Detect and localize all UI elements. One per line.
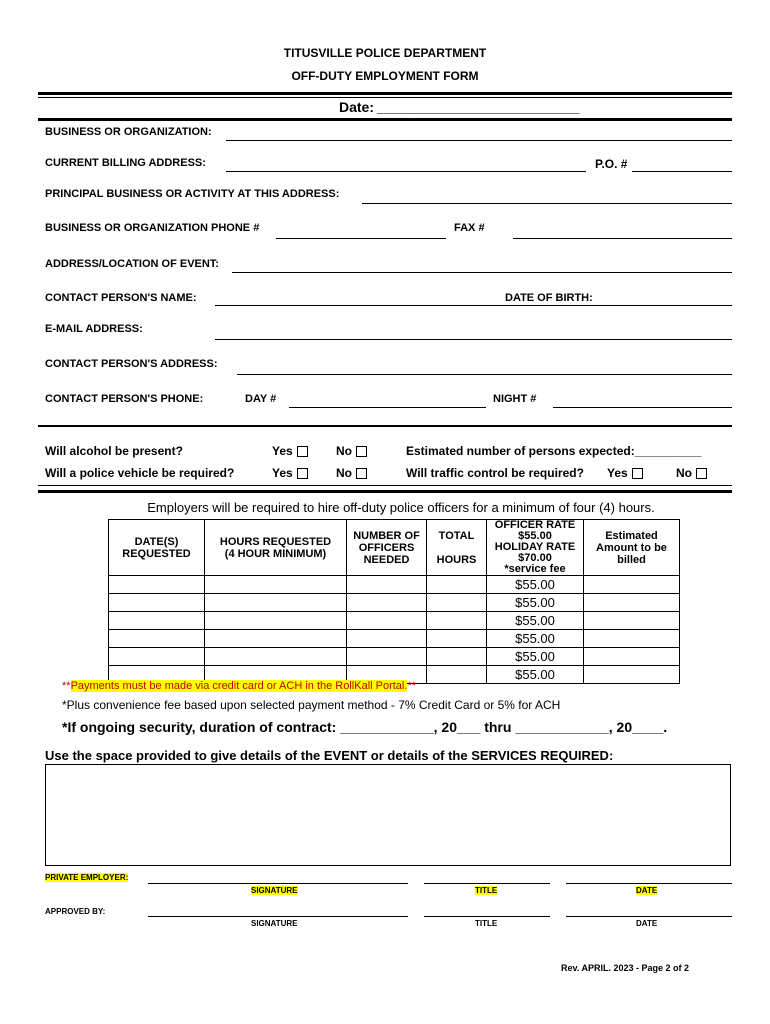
traffic-question: Will traffic control be required? <box>406 466 584 480</box>
revision-footer: Rev. APRIL. 2023 - Page 2 of 2 <box>561 963 690 973</box>
total-cell[interactable] <box>427 630 487 648</box>
dates-cell[interactable] <box>109 630 205 648</box>
alcohol-question: Will alcohol be present? <box>45 444 183 458</box>
estimate-cell[interactable] <box>584 666 680 684</box>
header-rule-thin <box>38 97 732 98</box>
traffic-yes-label: Yes <box>607 466 628 480</box>
estimate-cell[interactable] <box>584 594 680 612</box>
vehicle-no-label: No <box>336 466 352 480</box>
total-cell[interactable] <box>427 666 487 684</box>
col-officers-header: NUMBER OF OFFICERS NEEDED <box>347 520 427 576</box>
department-title: TITUSVILLE POLICE DEPARTMENT <box>283 46 487 60</box>
approver-signature-line[interactable] <box>148 916 408 917</box>
minimum-hours-note: Employers will be required to hire off-duty police officers for a minimum of four (4) hours. <box>147 500 655 515</box>
alcohol-no-checkbox[interactable] <box>356 446 367 457</box>
col-estimate-header: Estimated Amount to be billed <box>584 520 680 576</box>
persons-input[interactable]: __________ <box>634 444 702 458</box>
officers-cell[interactable] <box>347 648 427 666</box>
col-rate-header: OFFICER RATE $55.00 HOLIDAY RATE $70.00 *service fee <box>487 520 584 576</box>
hours-cell[interactable] <box>205 576 347 594</box>
convenience-fee-note: *Plus convenience fee based upon selected payment method - 7% Credit Card or 5% for ACH <box>62 698 561 712</box>
traffic-no-label: No <box>676 466 692 480</box>
approver-date-caption: DATE <box>636 919 658 928</box>
rate-cell: $55.00 <box>487 648 584 666</box>
table-header-row <box>109 520 680 576</box>
contact-address-input[interactable] <box>237 374 732 375</box>
employer-title-line[interactable] <box>424 883 550 884</box>
approver-title-line[interactable] <box>424 916 550 917</box>
questions-rule-thin <box>38 485 732 486</box>
dates-cell[interactable] <box>109 648 205 666</box>
request-table <box>108 519 680 684</box>
table-row <box>109 594 680 612</box>
contact-name-input[interactable] <box>215 305 732 306</box>
business-phone-input[interactable] <box>276 238 446 239</box>
alcohol-no[interactable] <box>336 444 367 458</box>
night-phone-input[interactable] <box>553 407 732 408</box>
date-field[interactable]: __________________________ <box>377 99 580 115</box>
date-label: Date: <box>339 99 375 115</box>
principal-business-label: PRINCIPAL BUSINESS OR ACTIVITY AT THIS ADDRESS: <box>45 188 340 200</box>
persons-label: Estimated number of persons expected: <box>406 444 635 458</box>
table-row <box>109 630 680 648</box>
rate-cell: $55.00 <box>487 612 584 630</box>
po-input[interactable] <box>632 171 732 172</box>
hours-cell[interactable] <box>205 630 347 648</box>
details-heading: Use the space provided to give details of the EVENT or details of the SERVICES REQUIRED: <box>45 748 614 763</box>
contact-name-label: CONTACT PERSON'S NAME: <box>45 292 197 304</box>
total-cell[interactable] <box>427 576 487 594</box>
principal-business-input[interactable] <box>362 203 732 204</box>
business-phone-label: BUSINESS OR ORGANIZATION PHONE # <box>45 222 260 234</box>
hours-cell[interactable] <box>205 612 347 630</box>
table-row <box>109 648 680 666</box>
email-label: E-MAIL ADDRESS: <box>45 323 143 335</box>
col-total-header: TOTAL HOURS <box>427 520 487 576</box>
event-address-label: ADDRESS/LOCATION OF EVENT: <box>45 258 219 270</box>
dates-cell[interactable] <box>109 594 205 612</box>
rate-cell: $55.00 <box>487 666 584 684</box>
rate-cell: $55.00 <box>487 594 584 612</box>
dates-cell[interactable] <box>109 612 205 630</box>
employer-date-caption: DATE <box>636 886 658 895</box>
total-cell[interactable] <box>427 612 487 630</box>
alcohol-no-label: No <box>336 444 352 458</box>
officers-cell[interactable] <box>347 594 427 612</box>
billing-address-input[interactable] <box>226 171 586 172</box>
officers-cell[interactable] <box>347 630 427 648</box>
vehicle-yes-checkbox[interactable] <box>297 468 308 479</box>
officers-cell[interactable] <box>347 576 427 594</box>
day-phone-input[interactable] <box>289 407 486 408</box>
vehicle-yes-label: Yes <box>272 466 293 480</box>
header-rule-bottom <box>38 118 732 121</box>
alcohol-yes[interactable] <box>272 444 308 458</box>
night-phone-label: NIGHT # <box>493 393 537 405</box>
employer-date-line[interactable] <box>566 883 732 884</box>
col-hours-header: HOURS REQUESTED (4 HOUR MINIMUM) <box>205 520 347 576</box>
fax-label: FAX # <box>454 222 485 234</box>
table-row <box>109 612 680 630</box>
contact-phone-label: CONTACT PERSON'S PHONE: <box>45 393 204 405</box>
po-label: P.O. # <box>595 157 628 171</box>
traffic-yes[interactable] <box>607 466 643 480</box>
contract-duration: *If ongoing security, duration of contract: ____________, 20___ thru ____________, 20____. <box>62 719 668 735</box>
hours-cell[interactable] <box>205 594 347 612</box>
billing-address-label: CURRENT BILLING ADDRESS: <box>45 157 206 169</box>
estimate-cell[interactable] <box>584 630 680 648</box>
header-rule-thick <box>38 92 732 95</box>
estimate-cell[interactable] <box>584 576 680 594</box>
payment-note <box>62 680 416 692</box>
business-input[interactable] <box>226 140 732 141</box>
approver-signature-caption: SIGNATURE <box>251 919 298 928</box>
vehicle-question: Will a police vehicle be required? <box>45 466 235 480</box>
day-phone-label: DAY # <box>245 393 277 405</box>
questions-rule-thick <box>38 490 732 493</box>
payment-note-suffix: ** <box>407 680 416 692</box>
vehicle-yes[interactable] <box>272 466 308 480</box>
business-label: BUSINESS OR ORGANIZATION: <box>45 126 212 138</box>
approver-date-line[interactable] <box>566 916 732 917</box>
fax-input[interactable] <box>513 238 732 239</box>
form-title: OFF-DUTY EMPLOYMENT FORM <box>291 69 479 83</box>
event-address-input[interactable] <box>232 272 732 273</box>
approver-title-caption: TITLE <box>475 919 498 928</box>
section-rule <box>38 425 732 427</box>
total-cell[interactable] <box>427 648 487 666</box>
total-cell[interactable] <box>427 594 487 612</box>
dob-label: DATE OF BIRTH: <box>505 292 593 304</box>
officers-cell[interactable] <box>347 612 427 630</box>
hours-cell[interactable] <box>205 648 347 666</box>
traffic-no[interactable] <box>676 466 707 480</box>
payment-note-prefix: ** <box>62 680 71 692</box>
persons-question <box>406 444 701 458</box>
dates-cell[interactable] <box>109 576 205 594</box>
email-input[interactable] <box>215 339 732 340</box>
approved-by-label: APPROVED BY: <box>45 907 106 916</box>
alcohol-yes-label: Yes <box>272 444 293 458</box>
vehicle-no-checkbox[interactable] <box>356 468 367 479</box>
employer-signature-line[interactable] <box>148 883 408 884</box>
rate-cell: $55.00 <box>487 576 584 594</box>
rate-cell: $55.00 <box>487 630 584 648</box>
estimate-cell[interactable] <box>584 648 680 666</box>
vehicle-no[interactable] <box>336 466 367 480</box>
alcohol-yes-checkbox[interactable] <box>297 446 308 457</box>
estimate-cell[interactable] <box>584 612 680 630</box>
traffic-no-checkbox[interactable] <box>696 468 707 479</box>
payment-note-text: Payments must be made via credit card or ACH in the RollKall Portal. <box>70 680 408 692</box>
employer-title-caption: TITLE <box>475 886 498 895</box>
table-row <box>109 576 680 594</box>
traffic-yes-checkbox[interactable] <box>632 468 643 479</box>
details-textarea[interactable] <box>45 764 731 866</box>
employer-signature-caption: SIGNATURE <box>251 886 298 895</box>
col-dates-header: DATE(S) REQUESTED <box>109 520 205 576</box>
contact-address-label: CONTACT PERSON'S ADDRESS: <box>45 358 218 370</box>
private-employer-label: PRIVATE EMPLOYER: <box>45 873 129 882</box>
